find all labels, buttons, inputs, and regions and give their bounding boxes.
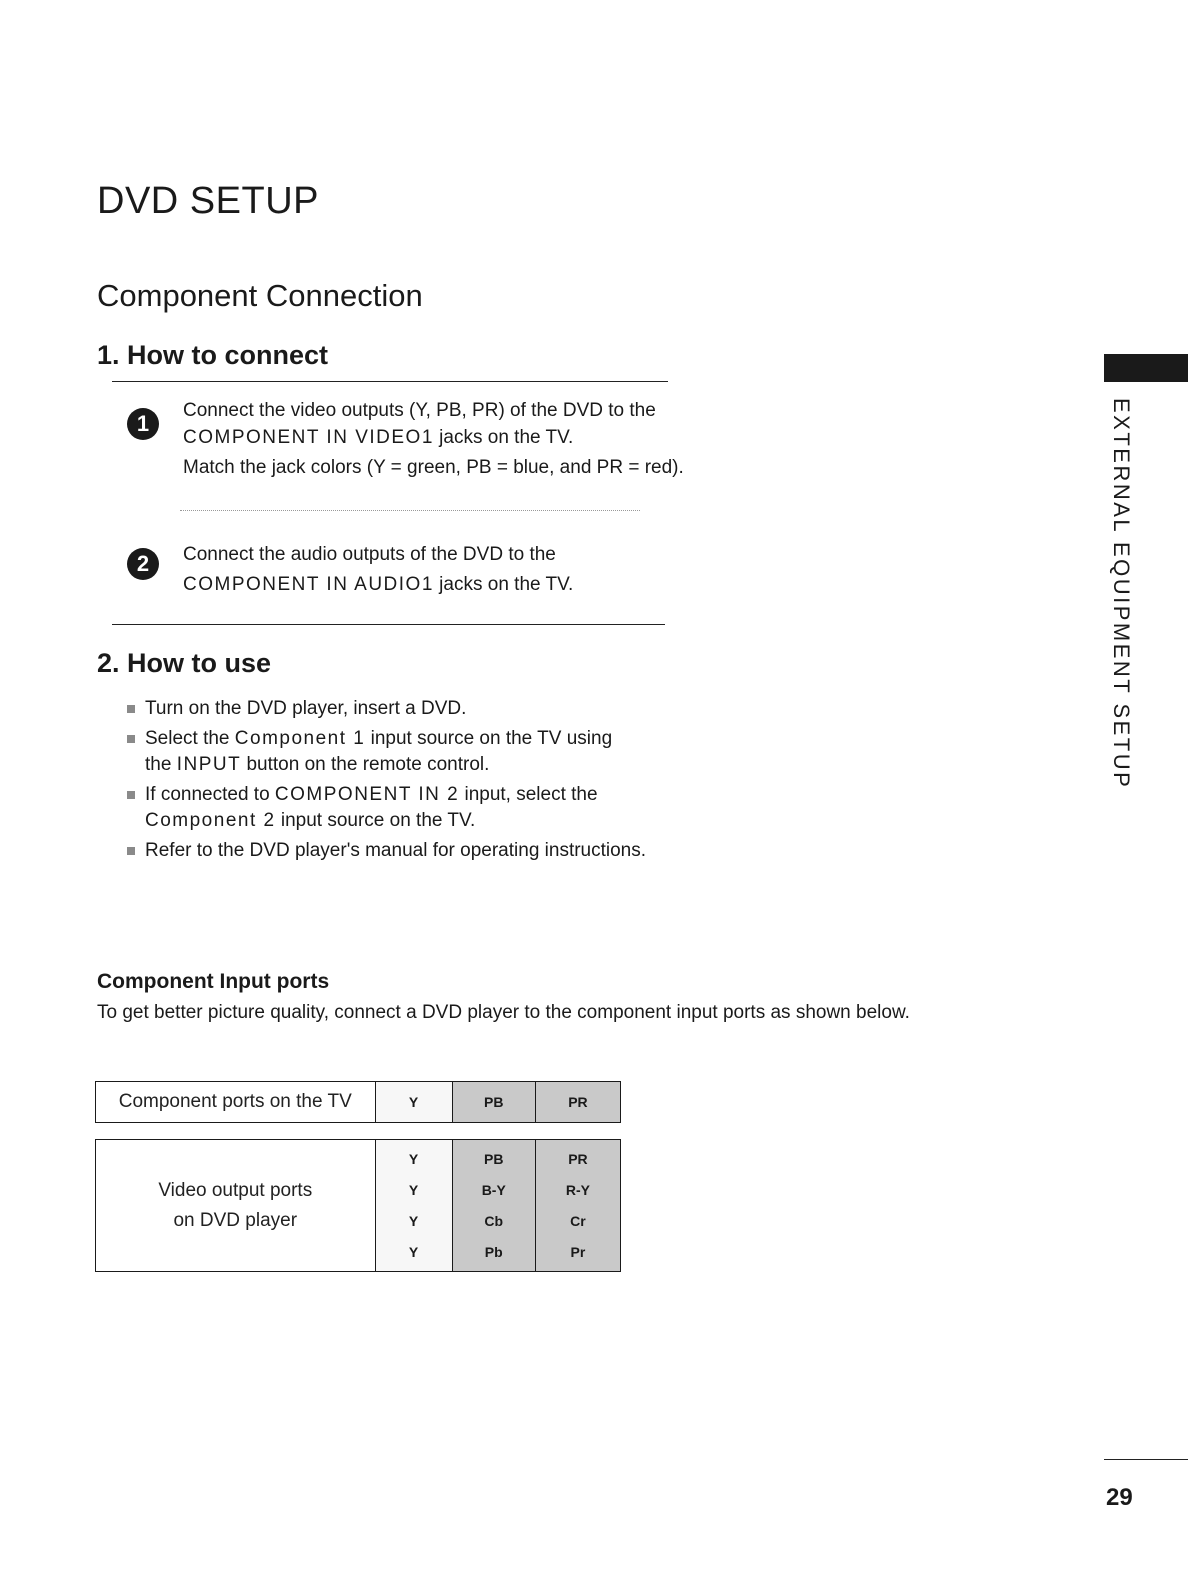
how-to-use-heading: 2. How to use <box>97 648 272 678</box>
section-title: Component Connection <box>97 278 423 313</box>
step-2-line-2 <box>183 571 573 598</box>
bullet-2-post: input source on the TV using <box>365 728 613 749</box>
step-1-line-3: Match the jack colors (Y = green, PB = blue, and PR = red). <box>183 457 684 478</box>
dvd-col-pb <box>452 1140 535 1272</box>
input-keyword: INPUT <box>176 754 242 775</box>
step-2-text <box>183 541 573 598</box>
dvd-pb-2: B-Y <box>481 1181 506 1198</box>
component-input-ports-title: Component Input ports <box>97 970 330 993</box>
component-in-audio1: COMPONENT IN AUDIO1 <box>183 574 434 595</box>
footer-divider <box>1104 1459 1188 1460</box>
step-2-line-1: Connect the audio outputs of the DVD to the <box>183 544 556 565</box>
tv-ports-table <box>95 1081 621 1123</box>
component-in-video1: COMPONENT IN VIDEO1 <box>183 427 434 448</box>
bullet-3-post: input, select the <box>459 784 598 805</box>
dvd-y-1: Y <box>408 1150 419 1167</box>
bullet-icon <box>127 847 135 855</box>
dvd-label-line-1: Video output ports <box>158 1179 313 1201</box>
list-item <box>127 838 687 864</box>
dvd-pb-3: Cb <box>484 1212 504 1229</box>
step-1-text <box>183 397 684 481</box>
step-1-badge: 1 <box>127 408 159 440</box>
bullet-1-text: Turn on the DVD player, insert a DVD. <box>145 698 467 719</box>
list-item <box>127 782 687 834</box>
tv-ports-label: Component ports on the TV <box>96 1082 376 1123</box>
step-1-line-2-rest: jacks on the TV. <box>433 427 574 448</box>
bullet-2-pre: Select the <box>145 728 235 749</box>
dvd-label-line-2: on DVD player <box>173 1209 298 1231</box>
dvd-pb-4: Pb <box>484 1243 503 1260</box>
bullet-icon <box>127 705 135 713</box>
step-1-line-2 <box>183 424 684 451</box>
divider <box>112 624 665 625</box>
dvd-ports-table <box>95 1139 621 1272</box>
section-tab-marker <box>1104 354 1188 382</box>
component-input-ports-description: To get better picture quality, connect a DVD player to the component input ports as shown below. <box>97 1002 910 1023</box>
component-2-keyword: Component 2 <box>145 810 276 831</box>
tv-port-y: Y <box>375 1082 452 1123</box>
page-title: DVD SETUP <box>97 180 319 222</box>
bullet-2-line2-post: button on the remote control. <box>241 754 490 775</box>
dvd-y-2: Y <box>408 1181 419 1198</box>
dvd-pr-4: Pr <box>570 1243 586 1260</box>
bullet-icon <box>127 735 135 743</box>
component-in-2-keyword: COMPONENT IN 2 <box>274 784 460 805</box>
how-to-connect-heading: 1. How to connect <box>97 340 329 370</box>
bullet-4-text: Refer to the DVD player's manual for operating instructions. <box>145 840 647 861</box>
list-item <box>127 696 687 722</box>
page-number: 29 <box>1106 1484 1133 1511</box>
bullet-2-line2-pre: the <box>145 754 177 775</box>
dvd-pr-2: R-Y <box>565 1181 590 1198</box>
step-2-badge: 2 <box>127 548 159 580</box>
dvd-col-y <box>375 1140 452 1272</box>
dvd-pr-1: PR <box>568 1150 588 1167</box>
tv-port-pr: PR <box>535 1082 620 1123</box>
tv-port-pb: PB <box>452 1082 535 1123</box>
bullet-icon <box>127 791 135 799</box>
usage-list <box>127 696 687 868</box>
dvd-y-4: Y <box>408 1243 419 1260</box>
step-2-line-2-rest: jacks on the TV. <box>433 574 574 595</box>
step-1-line-1: Connect the video outputs (Y, PB, PR) of the DVD to the <box>183 400 656 421</box>
dvd-y-3: Y <box>408 1212 419 1229</box>
dvd-pr-3: Cr <box>570 1212 586 1229</box>
dvd-ports-label <box>96 1140 376 1272</box>
bullet-3-line2-post: input source on the TV. <box>275 810 476 831</box>
component-1-keyword: Component 1 <box>234 728 366 749</box>
dvd-pb-1: PB <box>484 1150 504 1167</box>
divider <box>112 381 668 382</box>
list-item <box>127 726 687 778</box>
dotted-separator <box>180 510 640 511</box>
bullet-3-pre: If connected to <box>145 784 275 805</box>
section-tab-label: EXTERNAL EQUIPMENT SETUP <box>1109 398 1134 790</box>
dvd-col-pr <box>535 1140 620 1272</box>
